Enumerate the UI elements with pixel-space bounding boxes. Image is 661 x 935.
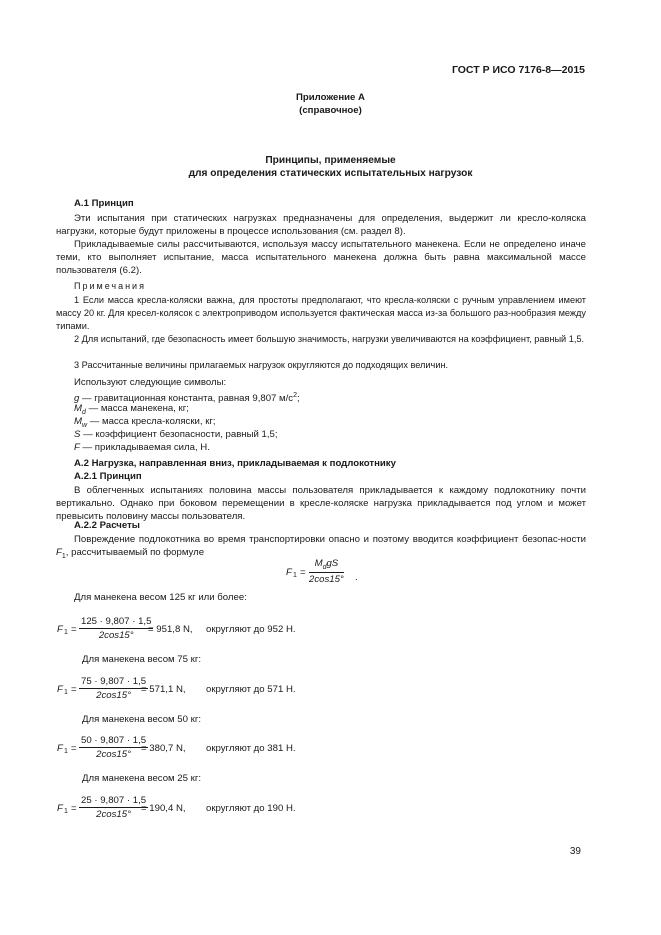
case-50-intro: Для манекена весом 50 кг: (82, 714, 201, 725)
case-result: = 571,1 N, (141, 684, 186, 695)
formula-denominator: 2cos15° (309, 573, 344, 585)
symbol-desc: — гравитационная константа, равная 9,807 м/с (79, 393, 294, 405)
symbol-sub: w (82, 421, 88, 429)
a22-text-a: Повреждение подлокотника во время транспортировки опасно и поэтому вводится коэффициент безопас-ности (74, 534, 586, 545)
case-fraction (79, 735, 148, 760)
formula-fraction (309, 558, 344, 585)
section-a2-heading: А.2 Нагрузка, направленная вниз, прикладываемая к подлокотнику (74, 458, 396, 469)
case-lhs: F (57, 684, 63, 695)
case-rounded: округляют до 571 Н. (206, 684, 296, 695)
case-lhs-sub: 1 (64, 808, 68, 815)
case-equals: = (71, 624, 77, 635)
case-fraction (79, 676, 148, 701)
symbol-letter: M (74, 416, 82, 427)
case-result: = 190,4 N, (141, 803, 186, 814)
a1-paragraph-2: Прикладываемые силы рассчитываются, используя массу испытательного манекена. Если не определено иначе теми, кто выполняет испытание, масса испытательного манекена должна быть равна максимальной массе пользователя (6.2). (56, 239, 586, 276)
case-fraction (79, 795, 148, 820)
note-3: 3 Рассчитанные величины прилагаемых нагрузок округляются до подходящих величин. (74, 360, 449, 370)
symbol-desc: — коэффициент безопасности, равный 1,5; (80, 429, 278, 440)
case-numerator: 50 · 9,807 · 1,5 (81, 735, 147, 746)
case-denominator: 2cos15° (96, 690, 131, 701)
section-a21-heading: А.2.1 Принцип (74, 471, 142, 482)
symbol-desc: — масса кресла-коляски, кг; (87, 416, 216, 427)
symbol-desc: — прикладываемая сила, Н. (79, 442, 210, 453)
case-denominator: 2cos15° (98, 630, 134, 641)
section-a22-heading: А.2.2 Расчеты (74, 520, 140, 531)
formula-end: . (355, 572, 358, 583)
case-lhs: F (57, 803, 63, 814)
document-id: ГОСТ Р ИСО 7176-8—2015 (451, 64, 585, 76)
symbol-sub: d (82, 408, 86, 416)
formula-equals: = (300, 567, 306, 578)
case-rounded: округляют до 952 Н. (206, 624, 296, 635)
section-a1-heading: А.1 Принцип (74, 198, 134, 209)
formula-lhs-sub: 1 (293, 572, 297, 579)
case-lhs: F (57, 624, 63, 635)
case-125-intro: Для манекена весом 125 кг или более: (74, 592, 247, 603)
notes-heading: Примечания (74, 281, 146, 291)
symbol-f (74, 441, 210, 454)
symbol-sup: 2 (293, 392, 298, 399)
symbol-letter: g (74, 393, 80, 405)
case-denominator: 2cos15° (96, 749, 131, 760)
symbol-desc: — масса манекена, кг; (85, 403, 189, 414)
note-2: 2 Для испытаний, где безопасность имеет большую значимость, нагрузки увеличиваются на коэффициент, равный 1,5. (74, 334, 585, 344)
formula-numerator: $M_dgS$ (309, 558, 344, 573)
case-equals: = (71, 803, 77, 814)
case-rounded: округляют до 381 Н. (206, 743, 296, 754)
note-1: 1 Если масса кресла-коляски важна, для простоты предполагают, что кресла-коляски с ручным управлением имеют массу 20 кг. Для кресел-колясок с электроприводом используется фактическая масса из-за большого раз-нообразия между типами. (56, 295, 586, 331)
case-numerator: 75 · 9,807 · 1,5 (81, 676, 147, 687)
case-result: = 380,7 N, (141, 743, 186, 754)
case-denominator: 2cos15° (96, 809, 131, 820)
case-lhs-sub: 1 (64, 629, 68, 636)
page-number: 39 (569, 846, 581, 857)
case-equals: = (71, 743, 77, 754)
symbol-s (74, 428, 278, 441)
symbol-tail: ; (297, 393, 300, 405)
case-fraction (79, 616, 153, 641)
a22-f-symbol: F (56, 547, 62, 558)
case-numerator: 125 · 9,807 · 1,5 (81, 616, 152, 627)
symbols-intro: Используют следующие символы: (74, 377, 227, 388)
case-numerator: 25 · 9,807 · 1,5 (81, 795, 147, 806)
case-lhs-sub: 1 (64, 689, 68, 696)
case-lhs-sub: 1 (64, 748, 68, 755)
appendix-subtitle: (справочное) (299, 105, 362, 116)
symbol-letter: F (74, 442, 80, 453)
symbol-letter: M (74, 403, 82, 414)
case-25-intro: Для манекена весом 25 кг: (82, 773, 201, 784)
case-result: = 951,8 N, (148, 624, 193, 635)
case-75-intro: Для манекена весом 75 кг: (82, 654, 201, 665)
case-equals: = (71, 684, 77, 695)
appendix-title: Приложение А (296, 92, 365, 103)
a22-text-b: , рассчитываемый по формуле (65, 547, 205, 558)
a1-paragraph-1: Эти испытания при статических нагрузках предназначены для определения, выдержит ли кресло-коляска нагрузки, которые будут приложены в процессе использования (см. раздел 8). (56, 213, 586, 237)
case-lhs: F (57, 743, 63, 754)
case-rounded: округляют до 190 Н. (206, 803, 296, 814)
main-title-line2: для определения статических испытательных нагрузок (188, 168, 473, 179)
formula-lhs: F (286, 567, 292, 578)
main-title-line1: Принципы, применяемые (265, 155, 396, 166)
a22-f-sub: 1 (61, 552, 66, 560)
symbol-letter: S (74, 429, 81, 440)
a21-paragraph: В облегченных испытаниях половина массы пользователя прикладывается к каждому подлокотнику почти вертикально. Однако при боковом перемещении в кресле-коляске нагрузка прикладывается под углом и может превысить половину массы пользователя. (56, 485, 586, 522)
